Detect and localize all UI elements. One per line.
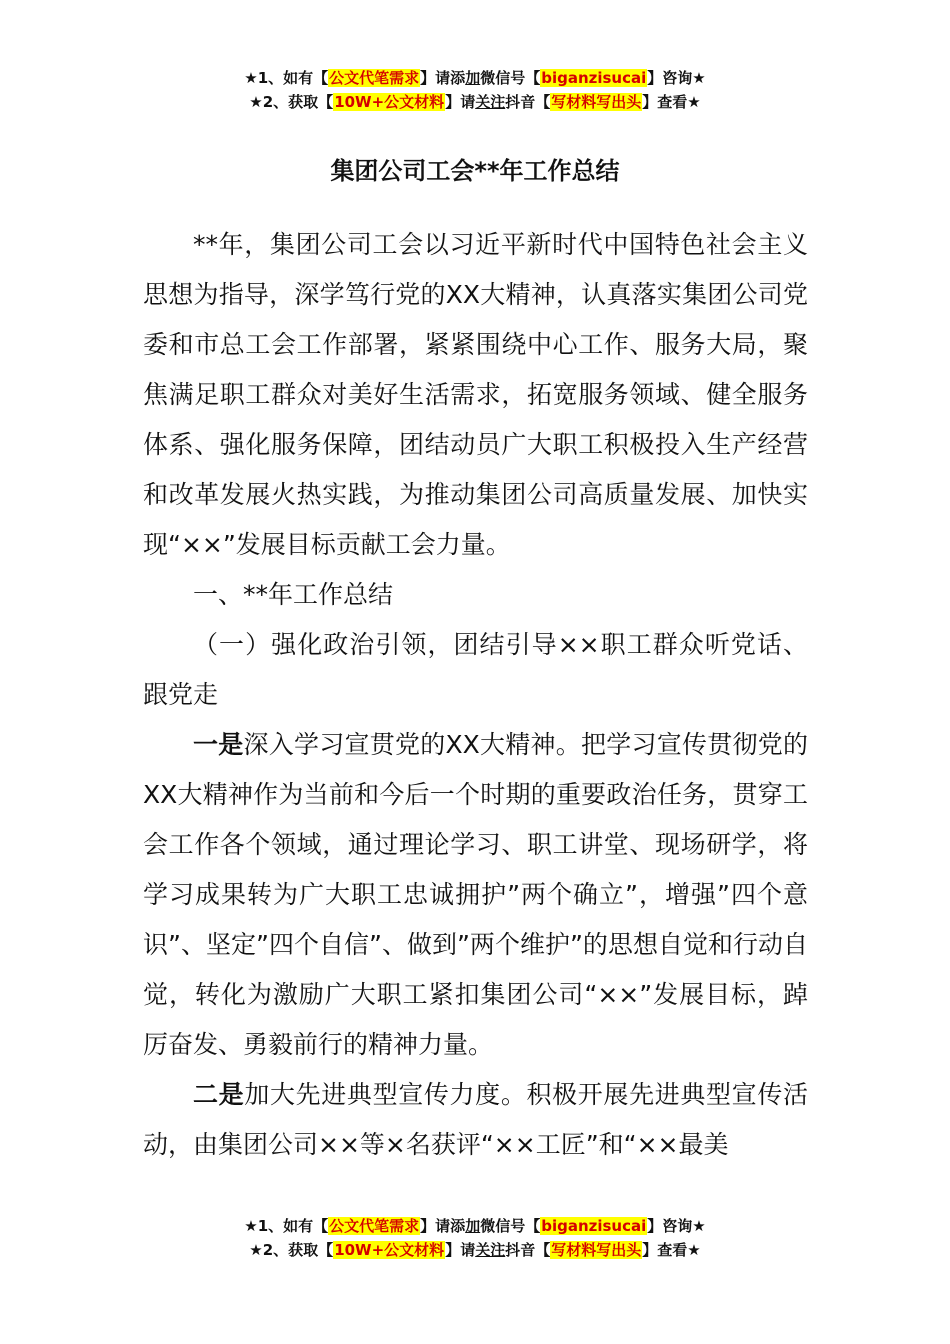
banner-text: 】咨询★ [647,69,706,87]
banner-text: 微信号【 [480,69,541,87]
star-icon: ★ [249,93,263,111]
banner-text: 2、获取【 [262,1241,334,1259]
highlight-douyin-account: 写材料写出头 [551,93,642,111]
banner-text: 】查看★ [642,93,701,111]
banner-follow-emphasis: 关注 [475,1241,506,1259]
banner-text: 添 [450,1217,466,1235]
subsection-heading: （一）强化政治引领，团结引导××职工群众听党话、跟党走 [143,630,808,709]
highlight-ghostwriting: 公文代笔需求 [329,1217,420,1235]
intro-paragraph: **年，集团公司工会以习近平新时代中国特色社会主义思想为指导，深学笃行党的XX大精神，认真落实集团公司党委和市总工会工作部署，紧紧围绕中心工作、服务大局，聚焦满足职工群众对美好生活需求，拓宽服务领域、健全服务体系、强化服务保障，团结动员广大职工积极投入生产经营和改革发展火热实践，为推动集团公司高质量发展、加快实现“××”发展目标贡献工会力量。 [143,230,808,559]
banner-text: 】请 [445,93,476,111]
highlight-wechat-id: biganzisucai [541,69,647,87]
document-title: 集团公司工会**年工作总结 [330,157,620,185]
banner-text: 】请 [420,69,451,87]
banner-line-1 [0,66,950,90]
item-paragraph-1 [143,720,808,1070]
banner-text: 微信号【 [480,1217,541,1235]
item-lead: 二是 [193,1080,245,1109]
star-icon: ★ [249,1241,263,1259]
section-heading: 一、**年工作总结 [193,580,394,609]
banner-line-1 [0,1214,950,1238]
document-body [143,220,808,1170]
star-icon: ★ [244,1217,258,1235]
star-icon: ★ [244,69,258,87]
banner-text: 】查看★ [642,1241,701,1259]
highlight-ghostwriting: 公文代笔需求 [329,69,420,87]
item-text: 深入学习宣贯党的XX大精神。把学习宣传贯彻党的XX大精神作为当前和今后一个时期的重要政治任务，贯穿工会工作各个领域，通过理论学习、职工讲堂、现场研学，将学习成果转为广大职工忠诚拥护”两个确立”，增强”四个意识”、坚定”四个自信”、做到”两个维护”的思想自觉和行动自觉，转化为激励广大职工紧扣集团公司“××”发展目标，踔厉奋发、勇毅前行的精神力量。 [143,730,808,1059]
footer-banner [0,1214,950,1262]
highlight-wechat-id: biganzisucai [541,1217,647,1235]
highlight-materials: 10W+公文材料 [334,1241,445,1259]
banner-add-emphasis: 加 [465,1217,481,1235]
banner-text: 1、如有【 [257,1217,329,1235]
banner-text: 】咨询★ [647,1217,706,1235]
item-paragraph-2 [143,1070,808,1170]
highlight-materials: 10W+公文材料 [334,93,445,111]
banner-line-2 [0,1238,950,1262]
item-lead: 一是 [193,730,244,759]
highlight-douyin-account: 写材料写出头 [551,1241,642,1259]
banner-text: 1、如有【 [257,69,329,87]
header-banner [0,66,950,114]
banner-text: 抖音【 [505,93,551,111]
banner-follow-emphasis: 关注 [475,93,506,111]
item-text: 加大先进典型宣传力度。积极开展先进典型宣传活动，由集团公司××等×名获评“××工匠”和“××最美 [143,1080,808,1159]
banner-line-2 [0,90,950,114]
banner-text: 抖音【 [505,1241,551,1259]
banner-add-emphasis: 加 [465,69,481,87]
banner-text: 添 [450,69,466,87]
banner-text: 】请 [420,1217,451,1235]
banner-text: 】请 [445,1241,476,1259]
banner-text: 2、获取【 [262,93,334,111]
